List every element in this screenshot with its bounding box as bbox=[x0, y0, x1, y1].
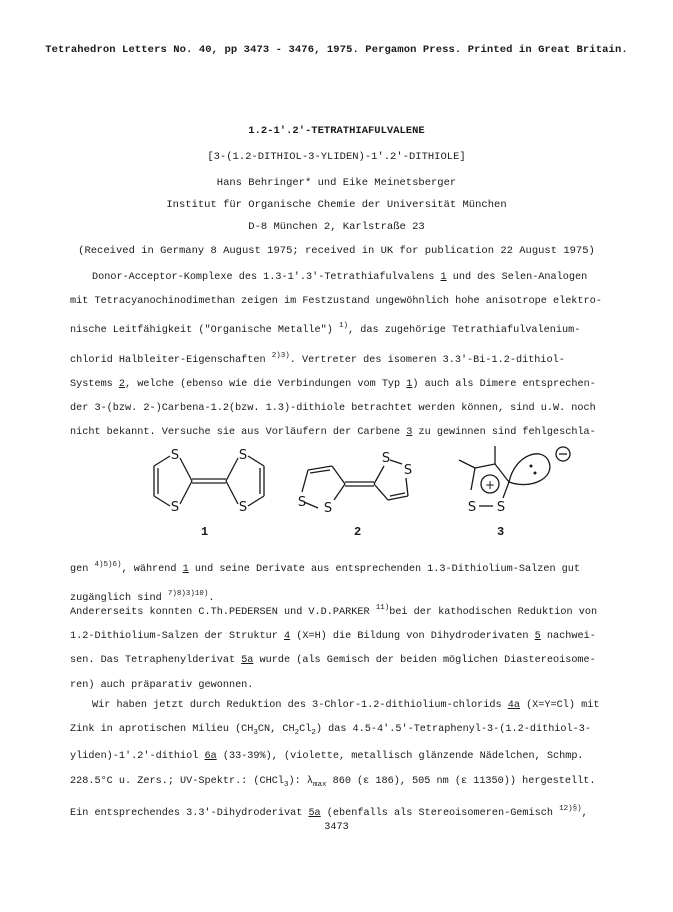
text-run: Wir haben jetzt durch Reduktion des 3-Chlor-1.2-dithiolium-chlorids bbox=[92, 700, 508, 711]
subscript: 3 bbox=[283, 780, 289, 789]
atom-s: S bbox=[403, 463, 413, 478]
atom-s: S bbox=[170, 448, 180, 463]
text-run: nachwei- bbox=[540, 631, 596, 643]
compound-ref: 4 bbox=[283, 631, 291, 643]
text-run: ): λ bbox=[288, 775, 313, 787]
text-run: (33-39%), (violette, metallisch glänzende Nädelchen, Schmp. bbox=[216, 751, 584, 763]
text-run: nicht bekannt. Versuche sie aus Vorläufern der Carbene bbox=[70, 427, 407, 439]
text-run: (ebenfalls als Stereoisomeren-Gemisch bbox=[320, 807, 560, 819]
text-run: und des Selen-Analogen bbox=[446, 272, 588, 283]
text-line bbox=[70, 266, 605, 290]
text-run: , das zugehörige Tetrathiafulvalenium- bbox=[348, 325, 581, 337]
reference-sup: 4)5)6) bbox=[94, 561, 122, 569]
compound-ref: 1 bbox=[406, 378, 413, 390]
text-run: gen bbox=[70, 564, 95, 575]
structure-2-bi-dithiolylidene bbox=[290, 440, 420, 520]
text-run: wurde (als Gemisch der beiden möglichen Diastereoisome- bbox=[253, 655, 596, 667]
text-run: CN, CH bbox=[257, 724, 295, 736]
text-line: ren) auch präparativ gewonnen. bbox=[70, 679, 254, 691]
compound-ref: 5 bbox=[534, 631, 541, 643]
text-run: ) auch als Dimere entsprechen- bbox=[412, 378, 596, 390]
compound-ref: 5a bbox=[308, 807, 321, 819]
text-run: Ein entsprechendes 3.3'-Dihydroderivat bbox=[70, 807, 309, 819]
text-run: zu gewinnen sind fehlgeschla- bbox=[412, 427, 596, 439]
address: D-8 München 2, Karlstraße 23 bbox=[248, 221, 425, 233]
text-line bbox=[70, 596, 605, 625]
paragraph-1 bbox=[70, 266, 605, 445]
page-number: 3473 bbox=[324, 822, 349, 833]
structure-1-tetrathiafulvalene bbox=[140, 440, 280, 520]
reference-sup: 11) bbox=[375, 604, 390, 612]
text-run: sen. Das Tetraphenylderivat bbox=[70, 655, 242, 667]
article-subtitle: [3-(1.2-DITHIOL-3-YLIDEN)-1'.2'-DITHIOLE] bbox=[207, 151, 466, 163]
text-run: yliden)-1'.2'-dithiol bbox=[70, 751, 205, 763]
text-run: , während bbox=[121, 564, 183, 575]
text-run: , welche (ebenso wie die Verbindungen vom Typ bbox=[125, 378, 407, 390]
text-line: der 3-(bzw. 2-)Carbena-1.2(bzw. 1.3)-dithiole betrachtet werden können, sind u.W. noch bbox=[70, 403, 596, 415]
text-run: zugänglich sind bbox=[70, 593, 168, 605]
text-run: chlorid Halbleiter-Eigenschaften bbox=[70, 354, 272, 366]
atom-s: S bbox=[323, 501, 333, 516]
text-line bbox=[70, 625, 605, 649]
subscript: 2 bbox=[311, 729, 316, 738]
compound-ref: 1 bbox=[182, 564, 189, 575]
text-run: Zink in aprotischen Milieu (CH bbox=[70, 724, 254, 736]
text-line bbox=[70, 649, 605, 673]
atom-s: S bbox=[238, 448, 248, 463]
text-run: Systems bbox=[70, 378, 119, 390]
subscript: 2 bbox=[294, 729, 300, 738]
atom-s: S bbox=[381, 451, 391, 466]
text-run: , bbox=[581, 807, 588, 819]
structure-3-dithiolium-carbene bbox=[445, 432, 585, 520]
text-run: 860 (ε 186), 505 nm (ε 11350)) hergestellt. bbox=[326, 775, 596, 787]
atom-s: S bbox=[238, 500, 248, 515]
compound-ref: 5a bbox=[241, 655, 254, 667]
reference-sup: 7)8)3)10) bbox=[167, 590, 209, 599]
compound-ref: 6a bbox=[204, 751, 217, 763]
subscript: 3 bbox=[253, 729, 258, 738]
journal-header: Tetrahedron Letters No. 40, pp 3473 - 3476, 1975. Pergamon Press. Printed in Great Britain. bbox=[45, 44, 628, 56]
text-run: bei der kathodischen Reduktion von bbox=[389, 607, 598, 618]
text-run: 1.2-Dithiolium-Salzen der Struktur bbox=[70, 631, 284, 643]
atom-s: S bbox=[297, 495, 307, 510]
text-line bbox=[70, 373, 605, 397]
compound-ref: 2 bbox=[118, 378, 126, 390]
text-line bbox=[70, 694, 605, 718]
compound-ref: 1 bbox=[440, 272, 447, 283]
text-line bbox=[70, 770, 605, 797]
text-run: und seine Derivate aus entsprechenden 1.3-Dithiolium-Salzen gut bbox=[188, 564, 581, 575]
subscript: max bbox=[312, 780, 327, 789]
authors: Hans Behringer* und Eike Meinetsberger bbox=[216, 177, 457, 189]
compound-label-3: 3 bbox=[497, 525, 505, 539]
reference-sup: 12)§) bbox=[559, 804, 582, 813]
compound-ref: 3 bbox=[406, 427, 413, 439]
text-run: 228.5°C u. Zers.; UV-Spektr.: (CHCl bbox=[70, 775, 284, 787]
text-run: . bbox=[208, 593, 215, 605]
text-line: mit Tetracyanochinodimethan zeigen im Festzustand ungewöhnlich hohe anisotrope elektro- bbox=[70, 296, 602, 308]
text-line bbox=[70, 553, 605, 582]
text-line bbox=[70, 745, 605, 769]
text-run: Cl bbox=[299, 724, 312, 736]
paragraph-4 bbox=[70, 694, 605, 826]
atom-s: S bbox=[496, 500, 506, 515]
atom-s: S bbox=[170, 500, 180, 515]
text-line bbox=[70, 718, 605, 745]
text-run: (X=H) die Bildung von Dihydroderivaten bbox=[290, 631, 535, 643]
text-run: (X=Y=Cl) mit bbox=[519, 700, 600, 711]
compound-ref: 4a bbox=[507, 700, 520, 711]
compound-label-1: 1 bbox=[201, 525, 209, 539]
text-line bbox=[70, 344, 605, 373]
text-run: nische Leitfähigkeit ("Organische Metalle") bbox=[70, 325, 339, 337]
compound-label-2: 2 bbox=[354, 525, 362, 539]
atom-s: S bbox=[467, 500, 477, 515]
reference-sup: 1) bbox=[339, 322, 349, 331]
reference-sup: 2)3) bbox=[271, 351, 290, 360]
text-run: ) das 4.5-4'.5'-Tetraphenyl-3-(1.2-dithiol-3- bbox=[315, 724, 591, 736]
text-line bbox=[70, 314, 605, 343]
article-title: 1.2-1'.2'-TETRATHIAFULVALENE bbox=[248, 125, 425, 137]
text-run: . Vertreter des isomeren 3.3'-Bi-1.2-dithiol- bbox=[289, 354, 565, 366]
received-note: (Received in Germany 8 August 1975; received in UK for publication 22 August 1975) bbox=[78, 245, 595, 257]
plus-sign: + bbox=[484, 478, 496, 492]
institute: Institut für Organische Chemie der Universität München bbox=[166, 199, 507, 211]
paragraph-3 bbox=[70, 596, 605, 698]
text-run: Donor-Acceptor-Komplexe des 1.3-1'.3'-Tetrathiafulvalens bbox=[92, 272, 441, 283]
text-run: Andererseits konnten C.Th.PEDERSEN und V.D.PARKER bbox=[70, 607, 376, 618]
